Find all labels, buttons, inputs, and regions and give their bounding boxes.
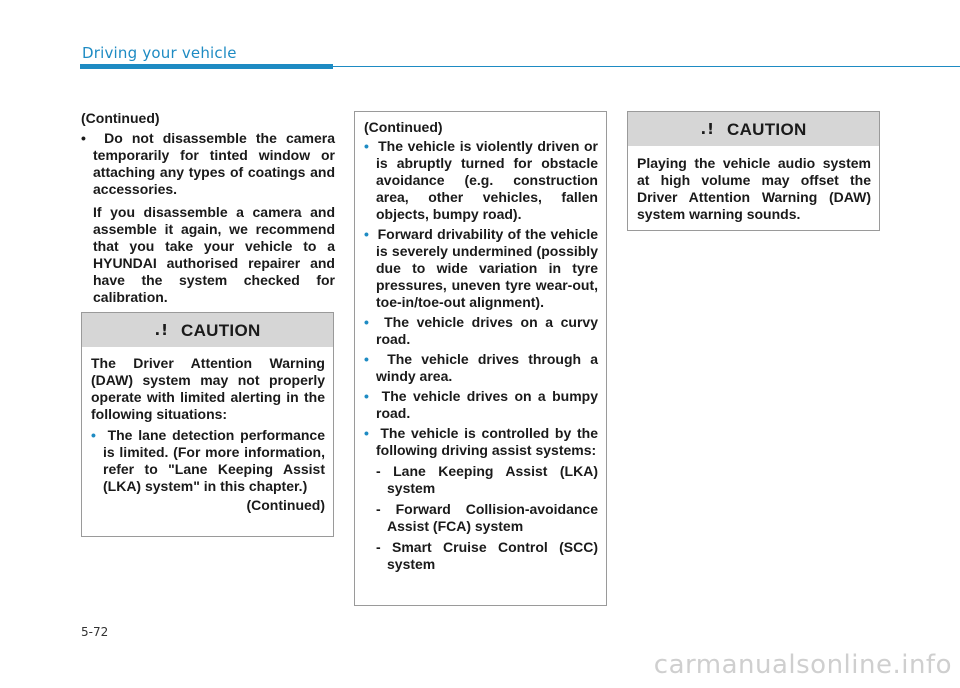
column-1 — [81, 110, 335, 306]
dash-text: - Lane Keeping Assist (LKA) system — [376, 463, 598, 496]
watermark: carmanualsonline.info — [653, 650, 952, 680]
caution-body: Playing the vehicle audio system at high volume may offset the Driver Attention Warning (DAW) system warning sounds. — [637, 155, 871, 222]
continued-label: (Continued) — [364, 119, 443, 135]
bullet-text: The vehicle drives through a windy area. — [376, 351, 599, 384]
caution-header — [628, 112, 879, 146]
bullet-icon: • — [364, 351, 388, 367]
caution-body — [82, 347, 333, 522]
list-item — [91, 427, 325, 495]
bullet-text: The vehicle is controlled by the following driving assist systems: — [376, 425, 598, 458]
caution-header — [82, 313, 333, 347]
caution-intro: The Driver Attention Warning (DAW) system may not properly operate with limited alerting in the following situations: — [91, 355, 325, 422]
bullet-text: The vehicle is violently driven or is abruptly turned for obstacle avoidance (e.g. construction area, other vehicles, fallen objects, bumpy road). — [376, 138, 599, 222]
warning-icon: .! — [700, 119, 715, 138]
continued-label: (Continued) — [81, 110, 160, 126]
bullet-icon: • — [91, 427, 108, 443]
bullet-text: The lane detection performance is limited. (For more information, refer to "Lane Keeping Assist (LKA) system" in this chapter.) — [103, 427, 325, 494]
list-item — [364, 351, 598, 385]
dash-text: - Forward Collision-avoidance Assist (FCA) system — [376, 501, 598, 534]
list-item — [364, 138, 598, 223]
bullet-icon: • — [81, 130, 105, 146]
dash-text: - Smart Cruise Control (SCC) system — [376, 539, 598, 572]
bullet-icon: • — [364, 138, 379, 154]
dash-item — [364, 539, 598, 573]
bullet-text: The vehicle drives on a curvy road. — [376, 314, 598, 347]
list-item — [81, 130, 335, 198]
list-item — [364, 226, 598, 311]
bullet-text: Do not disassemble the camera temporarily for tinted window or attaching any types of coatings and accessories. — [93, 130, 335, 197]
bullet-icon: • — [364, 226, 378, 242]
bullet-icon: • — [364, 388, 382, 404]
caution-label: CAUTION — [181, 320, 261, 340]
dash-item — [364, 501, 598, 535]
caution-box-daw — [81, 312, 334, 537]
warning-icon: .! — [154, 320, 169, 339]
caution-label: CAUTION — [727, 119, 807, 139]
caution-box-audio — [627, 111, 880, 231]
caution-body — [355, 112, 606, 581]
page-number: 5-72 — [81, 625, 109, 639]
list-item — [364, 314, 598, 348]
list-item — [364, 425, 598, 459]
bullet-icon: • — [364, 314, 385, 330]
header-rule-thin — [333, 66, 960, 67]
bullet-icon: • — [364, 425, 381, 441]
section-title: Driving your vehicle — [82, 44, 237, 62]
bullet-text: Forward drivability of the vehicle is severely undermined (possibly due to wide variation in tyre pressures, uneven tyre wear-out, toe-in/toe-out alignment). — [376, 226, 599, 310]
list-item — [364, 388, 598, 422]
sub-paragraph: If you disassemble a camera and assemble it again, we recommend that you take your vehicle to a HYUNDAI authorised repairer and have the system checked for calibration. — [93, 204, 335, 305]
continued-label: (Continued) — [246, 497, 325, 513]
header-rule-thick — [80, 64, 333, 69]
caution-box-continued — [354, 111, 607, 606]
dash-item — [364, 463, 598, 497]
bullet-text: The vehicle drives on a bumpy road. — [376, 388, 598, 421]
